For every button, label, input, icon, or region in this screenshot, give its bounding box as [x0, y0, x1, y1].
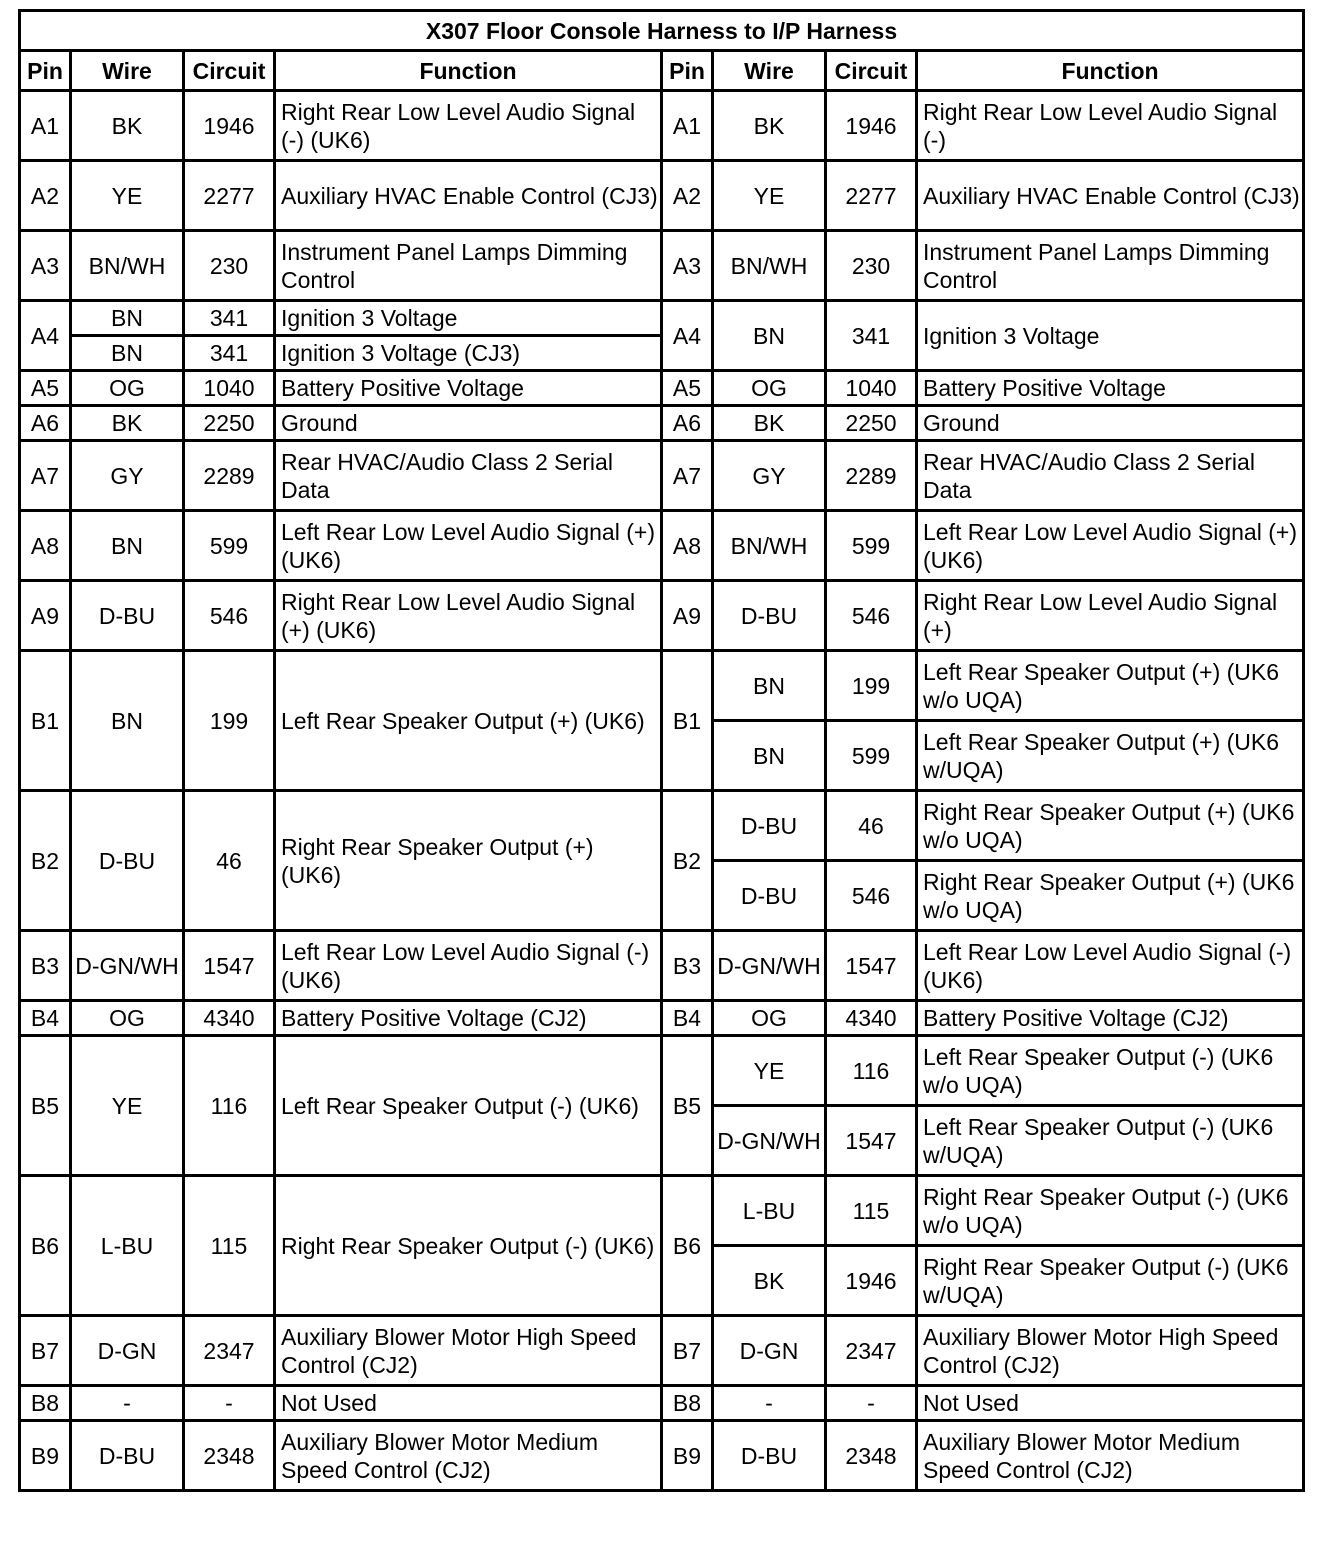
function-cell: Left Rear Speaker Output (-) (UK6 w/UQA) — [917, 1106, 1304, 1176]
function-cell: Left Rear Speaker Output (-) (UK6 w/o UQA) — [917, 1036, 1304, 1106]
wire-cell: D-BU — [713, 581, 826, 651]
circuit-cell: 199 — [184, 651, 275, 791]
function-cell: Battery Positive Voltage (CJ2) — [275, 1001, 662, 1036]
table-row — [20, 301, 1304, 336]
pin-cell: B7 — [20, 1316, 71, 1386]
function-cell: Left Rear Speaker Output (-) (UK6) — [275, 1036, 662, 1176]
function-cell: Right Rear Speaker Output (+) (UK6 w/o UQA) — [917, 791, 1304, 861]
wire-cell: BK — [71, 91, 184, 161]
function-cell: Right Rear Low Level Audio Signal (-) (UK6) — [275, 91, 662, 161]
wire-cell: GY — [713, 441, 826, 511]
wire-cell: BN/WH — [713, 231, 826, 301]
pin-cell: A6 — [20, 406, 71, 441]
function-cell: Auxiliary Blower Motor Medium Speed Control (CJ2) — [917, 1421, 1304, 1491]
circuit-cell: 599 — [184, 511, 275, 581]
header-pin: Pin — [662, 51, 713, 91]
wire-cell: D-GN — [713, 1316, 826, 1386]
pin-cell: B4 — [662, 1001, 713, 1036]
table-row — [20, 651, 1304, 686]
table-row — [20, 406, 1304, 441]
header-function: Function — [917, 51, 1304, 91]
table-row — [20, 441, 1304, 476]
circuit-cell: 2277 — [184, 161, 275, 231]
pin-cell: A1 — [20, 91, 71, 161]
header-circuit: Circuit — [826, 51, 917, 91]
wire-cell: OG — [713, 1001, 826, 1036]
header-wire: Wire — [713, 51, 826, 91]
function-cell: Right Rear Speaker Output (+) (UK6 w/o UQA) — [917, 861, 1304, 931]
function-cell: Auxiliary Blower Motor High Speed Control (CJ2) — [275, 1316, 662, 1386]
function-cell: Rear HVAC/Audio Class 2 Serial Data — [917, 441, 1304, 511]
circuit-cell: 115 — [184, 1176, 275, 1316]
circuit-cell: 115 — [826, 1176, 917, 1246]
circuit-cell: 341 — [184, 301, 275, 336]
wire-cell: BK — [71, 406, 184, 441]
pin-cell: A7 — [20, 441, 71, 511]
circuit-cell: 2347 — [826, 1316, 917, 1386]
wire-cell: L-BU — [71, 1176, 184, 1316]
circuit-cell: 2347 — [184, 1316, 275, 1386]
circuit-cell: 2277 — [826, 161, 917, 231]
function-cell: Ignition 3 Voltage — [275, 301, 662, 336]
function-cell: Left Rear Speaker Output (+) (UK6 w/UQA) — [917, 721, 1304, 791]
function-cell: Battery Positive Voltage (CJ2) — [917, 1001, 1304, 1036]
circuit-cell: 116 — [826, 1036, 917, 1106]
circuit-cell: 230 — [826, 231, 917, 301]
function-cell: Ground — [275, 406, 662, 441]
table-row — [20, 511, 1304, 546]
header-row — [20, 51, 1304, 91]
function-cell: Not Used — [275, 1386, 662, 1421]
table-row — [20, 1036, 1304, 1071]
circuit-cell: 4340 — [184, 1001, 275, 1036]
pin-cell: A8 — [662, 511, 713, 581]
function-cell: Instrument Panel Lamps Dimming Control — [917, 231, 1304, 301]
circuit-cell: 546 — [826, 581, 917, 651]
pin-cell: A9 — [20, 581, 71, 651]
function-cell: Left Rear Low Level Audio Signal (-) (UK6) — [917, 931, 1304, 1001]
wire-cell: L-BU — [713, 1176, 826, 1246]
header-function: Function — [275, 51, 662, 91]
pin-cell: B5 — [662, 1036, 713, 1176]
circuit-cell: 599 — [826, 511, 917, 581]
table-row — [20, 931, 1304, 966]
circuit-cell: 1547 — [184, 931, 275, 1001]
wire-cell: BK — [713, 406, 826, 441]
pin-cell: B1 — [20, 651, 71, 791]
circuit-cell: 2289 — [184, 441, 275, 511]
pin-cell: A4 — [662, 301, 713, 371]
wire-cell: YE — [71, 161, 184, 231]
function-cell: Ignition 3 Voltage — [917, 301, 1304, 371]
function-cell: Auxiliary HVAC Enable Control (CJ3) — [917, 161, 1304, 231]
circuit-cell: 1946 — [184, 91, 275, 161]
circuit-cell: 1946 — [826, 1246, 917, 1316]
wire-cell: OG — [71, 1001, 184, 1036]
function-cell: Right Rear Low Level Audio Signal (-) — [917, 91, 1304, 161]
wire-cell: BK — [713, 1246, 826, 1316]
wire-cell: D-BU — [71, 1421, 184, 1491]
wire-cell: OG — [71, 371, 184, 406]
title-row — [20, 11, 1304, 51]
function-cell: Right Rear Low Level Audio Signal (+) — [917, 581, 1304, 651]
table-row — [20, 581, 1304, 616]
pin-cell: B8 — [20, 1386, 71, 1421]
function-cell: Left Rear Low Level Audio Signal (+) (UK6) — [917, 511, 1304, 581]
wire-cell: BN — [713, 301, 826, 371]
circuit-cell: 199 — [826, 651, 917, 721]
pin-cell: A5 — [662, 371, 713, 406]
wire-cell: BN — [713, 721, 826, 791]
header-pin: Pin — [20, 51, 71, 91]
circuit-cell: 341 — [826, 301, 917, 371]
wire-cell: D-GN — [71, 1316, 184, 1386]
function-cell: Left Rear Low Level Audio Signal (-) (UK6) — [275, 931, 662, 1001]
circuit-cell: 2348 — [826, 1421, 917, 1491]
function-cell: Rear HVAC/Audio Class 2 Serial Data — [275, 441, 662, 511]
table-row — [20, 1316, 1304, 1351]
pin-cell: A3 — [20, 231, 71, 301]
circuit-cell: 2250 — [826, 406, 917, 441]
function-cell: Battery Positive Voltage — [275, 371, 662, 406]
function-cell: Not Used — [917, 1386, 1304, 1421]
table-row — [20, 791, 1304, 826]
circuit-cell: 1040 — [184, 371, 275, 406]
wire-cell: BN — [71, 301, 184, 336]
pin-cell: A3 — [662, 231, 713, 301]
circuit-cell: 2250 — [184, 406, 275, 441]
function-cell: Right Rear Speaker Output (-) (UK6) — [275, 1176, 662, 1316]
pin-cell: B9 — [20, 1421, 71, 1491]
pin-cell: B3 — [662, 931, 713, 1001]
circuit-cell: 546 — [826, 861, 917, 931]
pin-cell: B2 — [20, 791, 71, 931]
function-cell: Left Rear Speaker Output (+) (UK6 w/o UQA) — [917, 651, 1304, 721]
table-row — [20, 161, 1304, 196]
function-cell: Instrument Panel Lamps Dimming Control — [275, 231, 662, 301]
function-cell: Left Rear Low Level Audio Signal (+) (UK6) — [275, 511, 662, 581]
table-body — [20, 91, 1304, 1491]
circuit-cell: 46 — [826, 791, 917, 861]
pin-cell: A7 — [662, 441, 713, 511]
pin-cell: B5 — [20, 1036, 71, 1176]
circuit-cell: 1547 — [826, 931, 917, 1001]
wire-cell: YE — [713, 1036, 826, 1106]
wire-cell: D-BU — [713, 861, 826, 931]
table-row — [20, 1386, 1304, 1421]
function-cell: Auxiliary HVAC Enable Control (CJ3) — [275, 161, 662, 231]
table-row — [20, 1001, 1304, 1036]
table-row — [20, 1421, 1304, 1456]
table-row — [20, 371, 1304, 406]
wire-cell: D-GN/WH — [713, 1106, 826, 1176]
table-row — [20, 231, 1304, 266]
wire-cell: BN/WH — [71, 231, 184, 301]
circuit-cell: 1040 — [826, 371, 917, 406]
function-cell: Right Rear Speaker Output (+) (UK6) — [275, 791, 662, 931]
circuit-cell: - — [826, 1386, 917, 1421]
wire-cell: BN — [71, 651, 184, 791]
pin-cell: B7 — [662, 1316, 713, 1386]
wire-cell: BN — [71, 511, 184, 581]
pin-cell: B2 — [662, 791, 713, 931]
header-wire: Wire — [71, 51, 184, 91]
pin-cell: A2 — [662, 161, 713, 231]
table-title: X307 Floor Console Harness to I/P Harness — [20, 11, 1304, 51]
circuit-cell: 546 — [184, 581, 275, 651]
circuit-cell: 116 — [184, 1036, 275, 1176]
pin-cell: A8 — [20, 511, 71, 581]
circuit-cell: 341 — [184, 336, 275, 371]
function-cell: Ignition 3 Voltage (CJ3) — [275, 336, 662, 371]
pin-cell: B6 — [20, 1176, 71, 1316]
header-circuit: Circuit — [184, 51, 275, 91]
pin-cell: B4 — [20, 1001, 71, 1036]
wire-cell: YE — [71, 1036, 184, 1176]
pin-cell: A9 — [662, 581, 713, 651]
wire-cell: BK — [713, 91, 826, 161]
circuit-cell: 599 — [826, 721, 917, 791]
table-row — [20, 91, 1304, 126]
pin-cell: B3 — [20, 931, 71, 1001]
pin-cell: B1 — [662, 651, 713, 791]
connector-pinout-table — [18, 9, 1305, 1492]
pin-cell: A2 — [20, 161, 71, 231]
wire-cell: D-BU — [713, 791, 826, 861]
wire-cell: YE — [713, 161, 826, 231]
wire-cell: D-BU — [71, 791, 184, 931]
circuit-cell: 230 — [184, 231, 275, 301]
wire-cell: BN/WH — [713, 511, 826, 581]
wire-cell: - — [71, 1386, 184, 1421]
pin-cell: B9 — [662, 1421, 713, 1491]
pin-cell: A6 — [662, 406, 713, 441]
wire-cell: D-GN/WH — [71, 931, 184, 1001]
wire-cell: - — [713, 1386, 826, 1421]
wire-cell: BN — [71, 336, 184, 371]
wire-cell: GY — [71, 441, 184, 511]
wire-cell: D-BU — [71, 581, 184, 651]
wire-cell: BN — [713, 651, 826, 721]
function-cell: Left Rear Speaker Output (+) (UK6) — [275, 651, 662, 791]
wire-cell: D-BU — [713, 1421, 826, 1491]
circuit-cell: 4340 — [826, 1001, 917, 1036]
pin-cell: B8 — [662, 1386, 713, 1421]
pin-cell: A4 — [20, 301, 71, 371]
pin-cell: A5 — [20, 371, 71, 406]
circuit-cell: 2348 — [184, 1421, 275, 1491]
function-cell: Auxiliary Blower Motor Medium Speed Control (CJ2) — [275, 1421, 662, 1491]
wire-cell: OG — [713, 371, 826, 406]
function-cell: Ground — [917, 406, 1304, 441]
function-cell: Auxiliary Blower Motor High Speed Control (CJ2) — [917, 1316, 1304, 1386]
function-cell: Right Rear Low Level Audio Signal (+) (UK6) — [275, 581, 662, 651]
wire-cell: D-GN/WH — [713, 931, 826, 1001]
circuit-cell: 1946 — [826, 91, 917, 161]
circuit-cell: 1547 — [826, 1106, 917, 1176]
table-row — [20, 1176, 1304, 1211]
function-cell: Right Rear Speaker Output (-) (UK6 w/o UQA) — [917, 1176, 1304, 1246]
circuit-cell: 46 — [184, 791, 275, 931]
function-cell: Battery Positive Voltage — [917, 371, 1304, 406]
circuit-cell: - — [184, 1386, 275, 1421]
pin-cell: A1 — [662, 91, 713, 161]
circuit-cell: 2289 — [826, 441, 917, 511]
pin-cell: B6 — [662, 1176, 713, 1316]
function-cell: Right Rear Speaker Output (-) (UK6 w/UQA) — [917, 1246, 1304, 1316]
